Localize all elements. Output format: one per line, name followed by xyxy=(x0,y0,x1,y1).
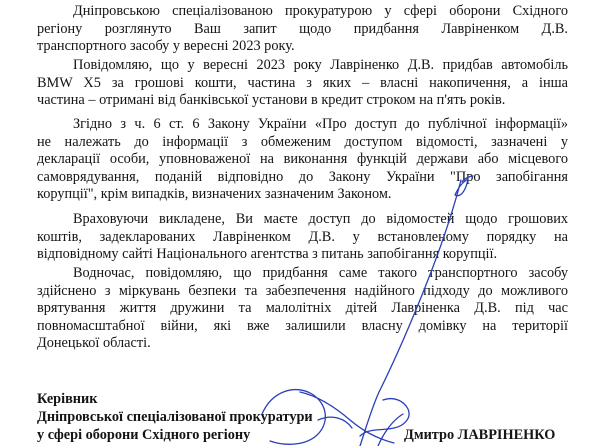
signatory-name-text: Дмитро ЛАВРІНЕНКО xyxy=(404,427,556,443)
text-line: частина – отримані від банківської установи в кредит строком на п'ять років. xyxy=(37,92,506,108)
text-line: Повідомляю, що у вересні 2023 року Лавріненко Д.В. придбав автомобіль xyxy=(73,57,568,73)
text-line: коштів, задекларованих Лавріненком Д.В. у встановленому порядку на xyxy=(37,228,568,245)
text-line: корупції", крім випадків, визначених зазначеним Законом. xyxy=(37,186,392,202)
signatory-title-line: Керівник xyxy=(37,391,98,407)
text-line: відповідному сайті Національного агентства з питань запобігання корупції. xyxy=(37,246,498,262)
paragraph-law-reference xyxy=(37,116,568,204)
text-line: транспортного засобу у вересні 2023 року. xyxy=(37,38,295,54)
paragraph-car-purchase xyxy=(37,57,568,110)
text-line: повномасштабної війни, які вже залишили власну домівку на території xyxy=(37,317,568,334)
text-line: Згідно з ч. 6 ст. 6 Закону України «Про доступ до публічної інформації» xyxy=(73,116,568,132)
text-line: регіону розглянуто Ваш запит щодо придбання Лавріненком Д.В. xyxy=(37,20,568,37)
text-line: Враховуючи викладене, Ви маєте доступ до відомостей щодо грошових xyxy=(73,211,568,227)
paragraph-access-to-data xyxy=(37,211,568,264)
text-line: Дніпровською спеціалізованою прокуратурою у сфері оборони Східного xyxy=(73,3,568,19)
text-line: самоврядування, поданій відповідно до Закону України "Про запобігання xyxy=(37,168,568,185)
signatory-title xyxy=(37,390,357,444)
signatory-name xyxy=(404,426,555,444)
text-line: здійснено з міркувань безпеки та забезпечення надійного підходу до можливого xyxy=(37,282,568,299)
text-line: Донецької області. xyxy=(37,335,151,351)
signatory-title-line: у сфері оборони Східного регіону xyxy=(37,427,251,443)
text-line: врятування життя дружини та малолітніх дітей Лавріненка Д.В. під час xyxy=(37,300,568,316)
signatory-title-line: Дніпровської спеціалізованої прокуратури xyxy=(37,409,313,425)
paragraph-security-reasons xyxy=(37,265,568,353)
paragraph-request-review xyxy=(37,3,568,56)
text-line: BMW X5 за грошові кошти, частина з яких – власні накопичення, а інша xyxy=(37,74,568,91)
text-line: декларації особи, уповноваженої на виконання функцій держави або місцевого xyxy=(37,151,568,167)
text-line: не належать до інформації з обмеженим доступом відомості, зазначені у xyxy=(37,133,568,150)
text-line: Водночас, повідомляю, що придбання саме такого транспортного засобу xyxy=(73,265,568,281)
